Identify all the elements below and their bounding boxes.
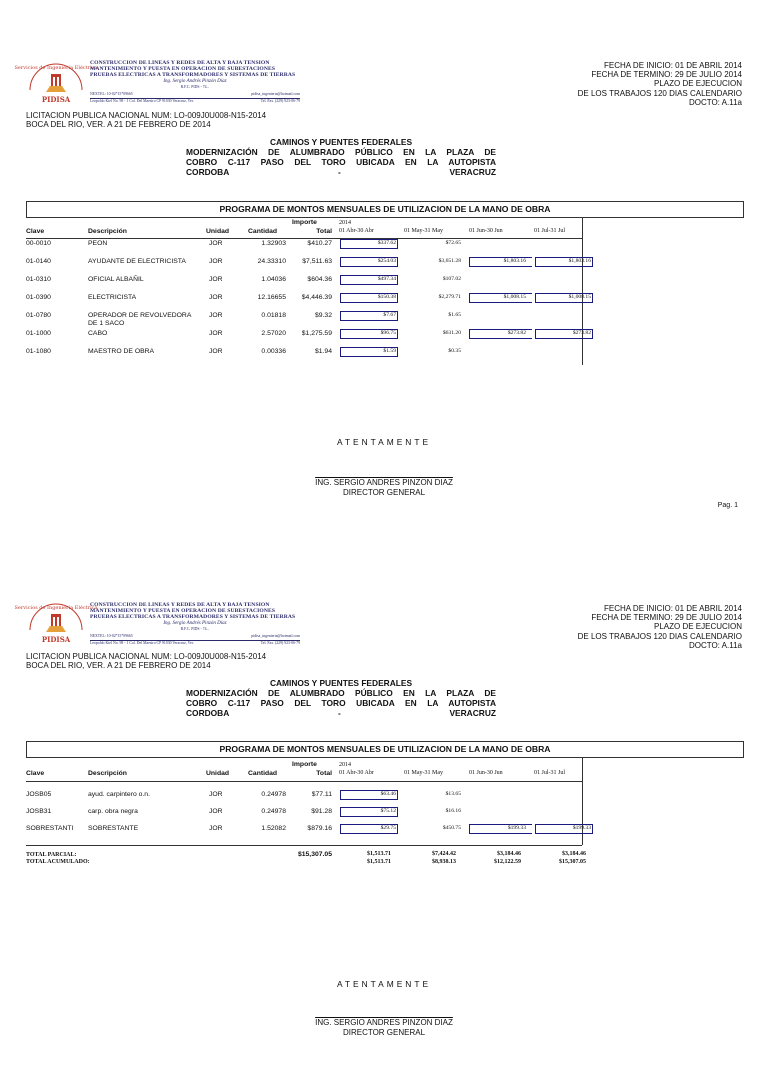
row-cantidad: 0.24978 [261,791,286,798]
row-month-3: $1,803.16 [503,258,526,264]
trabajos: DE LOS TRABAJOS 120 DIAS CALENDARIO [577,631,742,641]
row-importe: $7,511.63 [302,258,332,265]
col-descripcion: Descripción [88,770,127,777]
row-unidad: JOR [209,348,223,355]
table-title: PROGRAMA DE MONTOS MENSUALES DE UTILIZACION DE LA MANO DE OBRA [219,204,551,214]
row-month-2: $450.75 [442,825,461,831]
row-month-1: $29.75 [380,825,396,831]
total-acumulado-month-3: $12,122.59 [494,859,521,865]
col-importe-total: Total [316,770,332,777]
table-title: PROGRAMA DE MONTOS MENSUALES DE UTILIZACION DE LA MANO DE OBRA [219,744,551,754]
fecha-termino: FECHA DE TERMINO: 29 DE JULIO 2014 [591,613,742,623]
total-parcial-month-2: $7,424.42 [432,851,456,857]
logo-arc-text: Servicios de Ingenieria Eléctrica [14,65,98,71]
row-importe: $9.32 [314,312,332,319]
company-block [90,60,300,104]
project-line-3 [186,708,496,718]
row-clave: 01-0390 [26,294,51,301]
row-month-2: $72.65 [445,240,461,246]
fecha-inicio: FECHA DE INICIO: 01 DE ABRIL 2014 [604,61,742,70]
company-line-1: CONSTRUCCION DE LINEAS Y REDES DE ALTA Y BAJA TENSION [90,602,270,608]
row-clave: JOSB05 [26,791,52,798]
project-title: CAMINOS Y PUENTES FEDERALES [269,137,413,147]
row-descripcion: OPERADOR DE REVOLVEDORA DE 1 SACO [88,312,191,327]
licitacion: LICITACION PUBLICA NACIONAL NUM: LO-009J0U008-N15-2014 [26,111,267,120]
col-clave: Clave [26,770,45,777]
contact-left-1: NEXTEL: 10-02*15*09665 [90,91,133,96]
project-line-2: COBRO C-117 PASO DEL TORO UBICADA EN LA AUTOPISTA [186,157,496,167]
row-month-4: $273.82 [572,330,591,336]
row-descripcion: ELECTRICISTA [88,294,137,301]
total-parcial-month-1: $1,513.71 [367,851,391,857]
project-dash: - [337,708,341,718]
atentamente: ATENTAMENTE [336,979,432,989]
row-cantidad: 1.32903 [261,240,286,247]
company-contact-row-2 [90,641,300,646]
row-month-2: $2,279.71 [438,294,461,300]
project-state: VERACRUZ [449,167,496,177]
docto: DOCTO: A.11a [688,640,742,650]
atentamente: ATENTAMENTE [336,437,432,447]
row-clave: 01-0140 [26,258,51,265]
row-month-2: $107.02 [442,276,461,282]
logo-arc-text: Servicios de Ingenieria Eléctrica [14,605,98,611]
total-acumulado-month-2: $8,938.13 [432,859,456,865]
row-descripcion: carp. obra negra [88,808,138,815]
contact-right-1: pidisa_ingenieria@hotmail.com [251,633,300,638]
row-month-3: $199.33 [507,825,526,831]
row-cantidad: 1.52082 [261,825,286,832]
contact-left-2: Leopoldo Kiel No. 98 - 1 Col. Del Maestro CP 91030 Veracruz, Ver. [90,640,194,645]
row-cantidad: 1.04036 [261,276,286,283]
total-parcial-month-4: $3,184.46 [562,851,586,857]
fecha-inicio: FECHA DE INICIO: 01 DE ABRIL 2014 [604,604,742,613]
row-clave: 01-0780 [26,312,51,319]
row-importe: $879.16 [307,825,332,832]
company-engineer: Ing. Sergio Andrés Pinzón Díaz [163,78,227,84]
company-logo [14,60,98,104]
row-unidad: JOR [209,294,223,301]
signature-block [0,478,768,498]
col-month-1: 01 Abr-30 Abr [339,770,374,776]
licitacion-block [26,111,266,129]
signer-name: ING. SERGIO ANDRES PINZON DIAZ [315,1018,453,1027]
row-importe: $1.94 [314,348,332,355]
col-month-3: 01 Jun-30 Jun [469,770,503,776]
project-title: CAMINOS Y PUENTES FEDERALES [269,678,413,688]
col-descripcion: Descripción [88,228,127,235]
col-cantidad: Cantidad [248,228,278,235]
row-importe: $4,446.39 [301,294,332,301]
row-month-1: $96.75 [380,330,396,336]
signer-role: DIRECTOR GENERAL [342,1028,426,1037]
row-descripcion: CABO [88,330,108,337]
project-line-1: MODERNIZACIÓN DE ALUMBRADO PÚBLICO EN LA PLAZA DE [186,147,496,157]
company-line-2: MANTENIMIENTO Y PUESTA EN OPERACION DE SUBESTACIONES [90,608,276,615]
company-line-2: MANTENIMIENTO Y PUESTA EN OPERACION DE SUBESTACIONES [90,66,276,73]
col-importe-top: Importe [292,219,317,226]
row-unidad: JOR [209,276,223,283]
header-rule [26,238,582,239]
row-unidad: JOR [209,240,223,247]
col-month-4: 01 Jul-31 Jul [534,770,566,776]
row-month-4: $1,008.15 [568,294,591,300]
row-month-2: $13.65 [445,791,461,797]
lugar-fecha: BOCA DEL RIO, VER. A 21 DE FEBRERO DE 2014 [26,661,211,670]
row-cantidad: 0.01818 [261,312,286,319]
row-cantidad: 0.24978 [261,808,286,815]
row-month-1: $150.38 [377,294,396,300]
row-clave: 01-1000 [26,330,51,337]
contact-left-2: Leopoldo Kiel No. 98 - 1 Col. Del Maestro CP 91030 Veracruz, Ver. [90,98,194,103]
fecha-termino: FECHA DE TERMINO: 29 DE JULIO 2014 [591,70,742,80]
company-line-3: PRUEBAS ELECTRICAS A TRANSFORMADORES Y SISTEMAS DE TIERRAS [90,72,296,79]
licitacion-block [26,652,266,670]
plazo: PLAZO DE EJECUCION [653,79,742,89]
col-year: 2014 [339,220,351,226]
row-cantidad: 0.00336 [261,348,286,355]
company-contact-row-2 [90,99,300,104]
row-clave: 01-1080 [26,348,51,355]
header-dates [578,604,742,650]
logo-text: PIDISA [41,635,71,644]
page-2 [0,540,768,1080]
project-block [186,678,496,718]
row-month-2: $3,651.28 [438,258,461,264]
row-month-1: $254.03 [377,258,396,264]
row-month-1: $497.34 [377,276,396,282]
col-clave: Clave [26,228,45,235]
header-rule [26,781,582,782]
row-month-2: $631.20 [442,330,461,336]
row-importe: $604.36 [307,276,332,283]
trabajos: DE LOS TRABAJOS 120 DIAS CALENDARIO [577,88,742,98]
row-month-1: $7.67 [383,312,396,318]
company-rfc: R.F.C. PIDS - 74... [180,626,210,631]
row-importe: $77.11 [311,791,332,798]
total-acumulado-label: TOTAL ACUMULADO: [26,859,90,865]
row-descripcion: OFICIAL ALBAÑIL [88,276,144,283]
row-month-1: $63.46 [380,791,396,797]
project-city: CORDOBA [186,167,230,177]
total-acumulado-month-4: $15,307.05 [559,859,586,865]
col-unidad: Unidad [206,770,230,777]
plazo: PLAZO DE EJECUCION [653,622,742,632]
col-importe-top: Importe [292,761,317,768]
row-descripcion: ayud. carpintero o.n. [88,791,150,798]
col-month-3: 01 Jun-30 Jun [469,228,503,234]
contact-right-2: Tel. Fax. (229) 923-06-79 [260,640,300,645]
row-descripcion: PEON [88,240,108,247]
row-importe: $1,275.59 [301,330,332,337]
col-year: 2014 [339,762,351,768]
licitacion: LICITACION PUBLICA NACIONAL NUM: LO-009J0U008-N15-2014 [26,652,267,661]
company-rfc: R.F.C. PIDS - 74... [180,84,210,89]
row-month-3: $1,008.15 [503,294,526,300]
row-unidad: JOR [209,791,223,798]
company-block [90,602,300,646]
header-dates [578,61,742,107]
row-clave: SOBRESTANTI [26,825,74,832]
row-importe: $91.28 [311,808,332,815]
project-block [186,137,496,177]
row-month-4: $199.33 [572,825,591,831]
row-month-4: $1,803.16 [568,258,591,264]
row-month-3: $273.82 [507,330,526,336]
col-cantidad: Cantidad [248,770,278,777]
row-cantidad: 2.57020 [261,330,286,337]
row-month-2: $0.35 [448,348,461,354]
docto: DOCTO: A.11a [688,97,742,107]
project-city: CORDOBA [186,708,230,718]
row-clave: JOSB31 [26,808,52,815]
company-line-3: PRUEBAS ELECTRICAS A TRANSFORMADORES Y SISTEMAS DE TIERRAS [90,614,296,621]
total-parcial-month-3: $3,184.46 [497,851,521,857]
project-line-1: MODERNIZACIÓN DE ALUMBRADO PÚBLICO EN LA PLAZA DE [186,688,496,698]
rows-bottom-rule [26,845,582,846]
contact-right-1: pidisa_ingenieria@hotmail.com [251,91,300,96]
project-state: VERACRUZ [449,708,496,718]
col-month-2: 01 May-31 May [404,770,443,776]
row-month-1: $1.59 [383,348,396,354]
col-month-4: 01 Jul-31 Jul [534,228,566,234]
company-engineer: Ing. Sergio Andrés Pinzón Díaz [163,620,227,626]
signer-name: ING. SERGIO ANDRES PINZON DIAZ [315,478,453,487]
signer-role: DIRECTOR GENERAL [342,488,426,497]
row-importe: $410.27 [307,240,332,247]
col-month-1: 01 Abr-30 Abr [339,228,374,234]
row-unidad: JOR [209,825,223,832]
project-line-3 [186,167,496,177]
company-contact-row-1 [90,92,300,97]
total-acumulado-month-1: $1,513.71 [367,859,391,865]
row-cantidad: 24.33310 [257,258,286,265]
company-logo [14,600,98,644]
project-line-2: COBRO C-117 PASO DEL TORO UBICADA EN LA AUTOPISTA [186,698,496,708]
total-parcial-label: TOTAL PARCIAL: [26,852,77,858]
col-unidad: Unidad [206,228,230,235]
row-clave: 00-0010 [26,240,51,247]
row-month-1: $75.12 [380,808,396,814]
row-month-2: $1.65 [448,312,461,318]
lugar-fecha: BOCA DEL RIO, VER. A 21 DE FEBRERO DE 2014 [26,120,211,129]
row-descripcion: SOBRESTANTE [88,825,139,832]
col-month-2: 01 May-31 May [404,228,443,234]
row-unidad: JOR [209,330,223,337]
project-dash: - [337,167,341,177]
logo-text: PIDISA [41,95,71,104]
row-unidad: JOR [209,808,223,815]
row-clave: 01-0310 [26,276,51,283]
table-right-rule [582,217,583,365]
company-line-1: CONSTRUCCION DE LINEAS Y REDES DE ALTA Y BAJA TENSION [90,60,270,66]
row-cantidad: 12.16655 [257,294,286,301]
page-number: Pag. 1 [717,502,738,509]
row-month-2: $16.16 [445,808,461,814]
contact-left-1: NEXTEL: 10-02*15*09665 [90,633,133,638]
row-month-1: $337.62 [377,240,396,246]
contact-right-2: Tel. Fax. (229) 923-06-79 [260,98,300,103]
row-unidad: JOR [209,258,223,265]
row-descripcion: AYUDANTE DE ELECTRICISTA [88,258,186,265]
row-descripcion: MAESTRO DE OBRA [88,348,155,355]
col-importe-total: Total [316,228,332,235]
total-importe: $15,307.05 [297,851,332,858]
company-contact-row-1 [90,634,300,639]
row-unidad: JOR [209,312,223,319]
signature-block [0,1018,768,1038]
